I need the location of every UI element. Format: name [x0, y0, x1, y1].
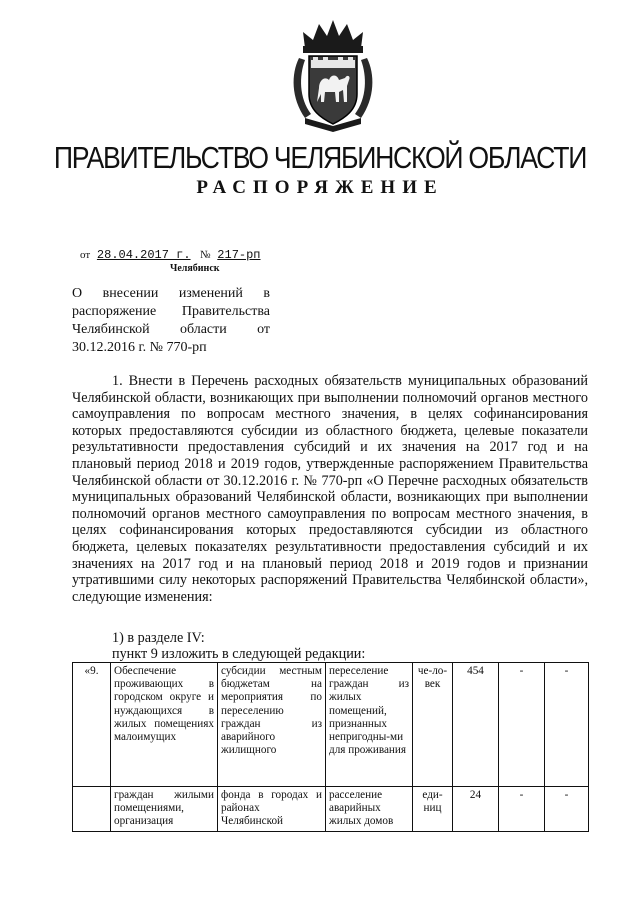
date-prefix: от: [80, 249, 91, 261]
number-prefix: №: [200, 249, 211, 261]
table-row: [73, 663, 589, 787]
document-date: 28.04.2017 г.: [96, 248, 191, 262]
table-cell-indicator: расселение аварийных жилых домов: [326, 787, 413, 832]
chelyabinsk-coat-of-arms-icon: [289, 14, 377, 132]
table-cell-obligation: граждан жилыми помещениями, организация: [111, 787, 218, 832]
document-number: 217-рп: [217, 248, 261, 262]
table-cell-subsidy: субсидии местным бюджетам на мероприятия по переселению граждан из аварийного жилищного: [218, 663, 326, 787]
document-type: РАСПОРЯЖЕНИЕ: [196, 177, 444, 198]
table-cell-unit: че-ло-век: [413, 663, 453, 787]
table-cell-obligation: Обеспечение проживающих в городском округе и нуждающихся в жилых помещениях малоимущих: [111, 663, 218, 787]
table-cell-number: [73, 787, 111, 832]
document-body: [72, 373, 588, 605]
table-cell-subsidy: фонда в городах и районах Челябинской: [218, 787, 326, 832]
government-title: ПРАВИТЕЛЬСТВО ЧЕЛЯБИНСКОЙ ОБЛАСТИ: [53, 140, 587, 175]
table-cell-value-2019: -: [545, 787, 589, 832]
obligations-table: [72, 662, 589, 832]
body-item-1: 1) в разделе IV:: [112, 630, 205, 646]
body-item-2: пункт 9 изложить в следующей редакции:: [112, 646, 366, 662]
table-cell-value-2019: -: [545, 663, 589, 787]
table-cell-number: «9.: [73, 663, 111, 787]
date-number-line: [80, 248, 265, 262]
table-cell-value-2017: 24: [453, 787, 499, 832]
body-paragraph-1: 1. Внести в Перечень расходных обязательств муниципальных образований Челябинской области, возникающих при выполнении полномочий органов местного самоуправления по вопросам местного значения, в целях софинансирования которых предоставляются субсидии из областного бюджета, целевые показатели результативности предоставления субсидий и их значения на 2017 год и на плановый период 2018 и 2019 годов, утвержденные распоряжением Правительства Челябинской области от 30.12.2016 г. № 770-рп «О Перечне расходных обязательств муниципальных образований Челябинской области, возникающих при выполнении полномочий органов местного самоуправления по вопросам местного значения, в целях софинансирования которых предоставляются субсидии из областного бюджета, целевых показателях результативности предоставления субсидий и их значениях на 2017 год и на плановый период 2018 и 2019 годов и признании утратившими силу некоторых распоряжений Правительства Челябинской области», следующие изменения:: [72, 373, 588, 605]
table-cell-indicator: переселение граждан из жилых помещений, признанных непригодны-ми для проживания: [326, 663, 413, 787]
table-cell-value-2017: 454: [453, 663, 499, 787]
table-cell-unit: еди-ниц: [413, 787, 453, 832]
table-cell-value-2018: -: [499, 787, 545, 832]
document-subject: О внесении изменений в распоряжение Правительства Челябинской области от 30.12.2016 г. № 770-рп: [72, 286, 270, 355]
table-row: [73, 787, 589, 832]
city-label: Челябинск: [170, 263, 220, 274]
table-cell-value-2018: -: [499, 663, 545, 787]
